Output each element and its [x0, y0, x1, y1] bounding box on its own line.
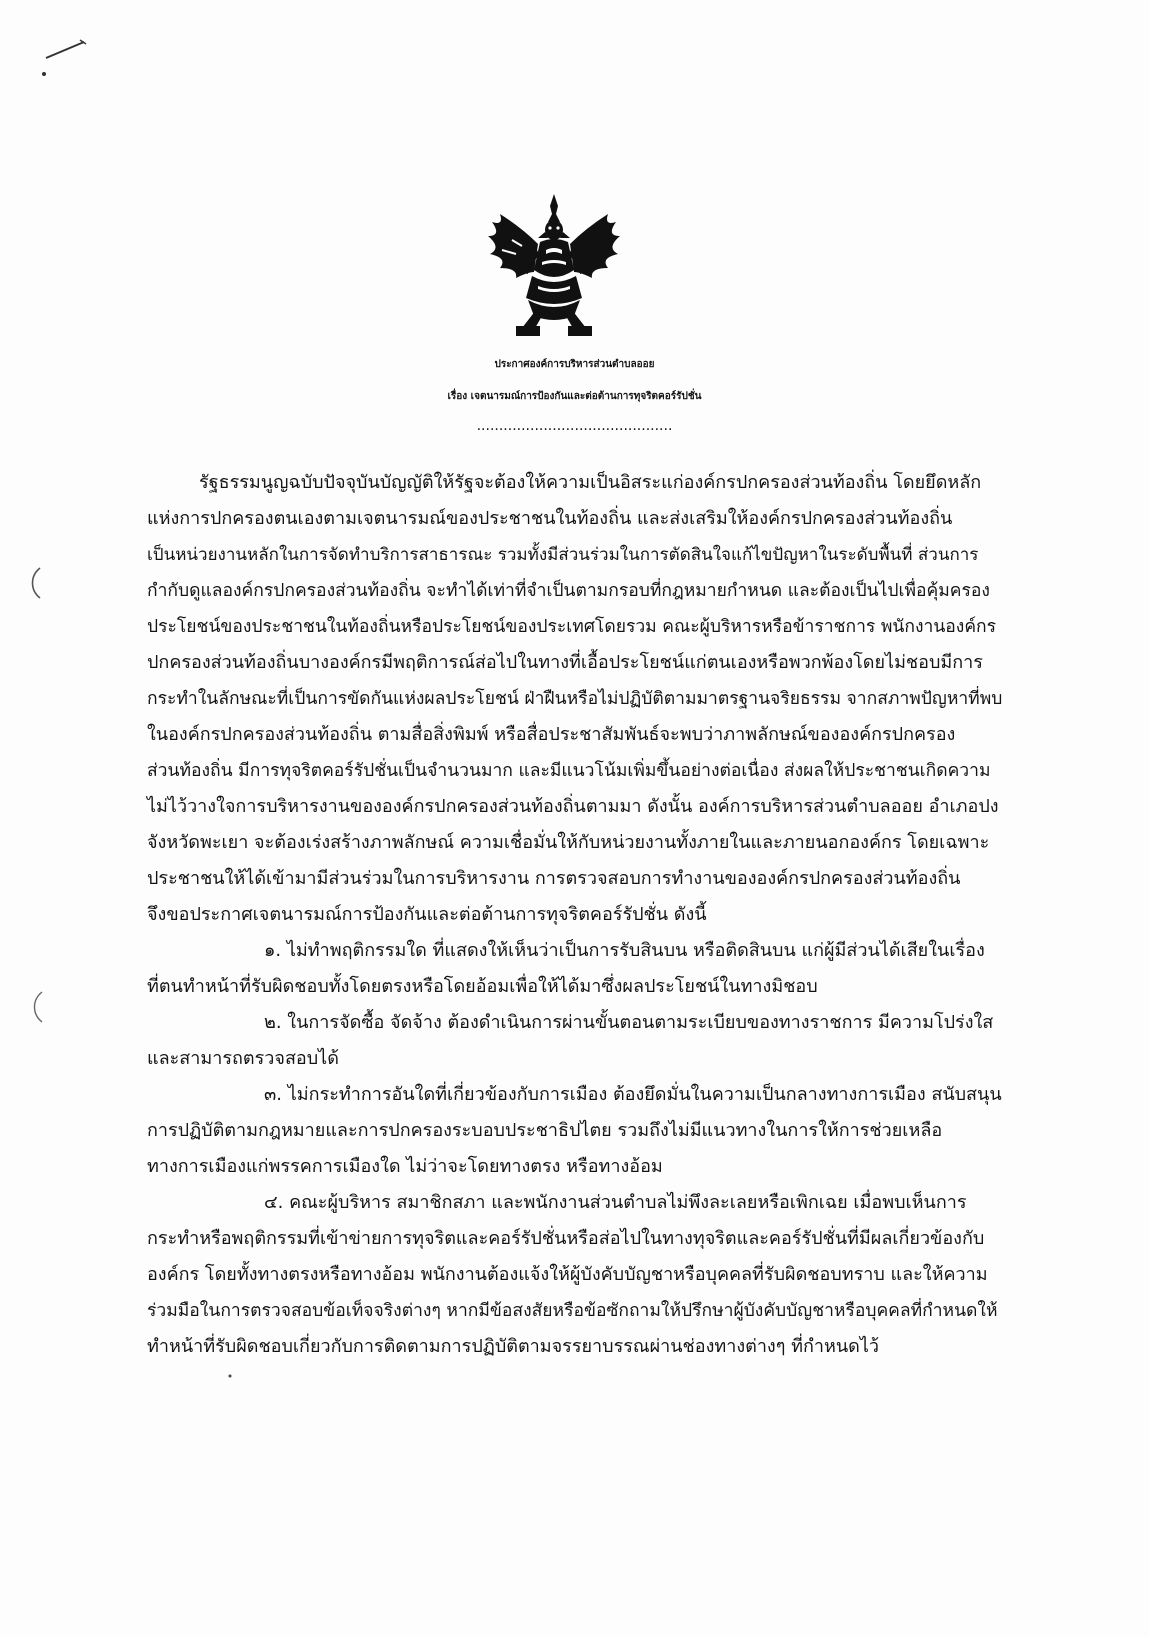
punch-hole-mark-upper — [26, 566, 46, 600]
pledge-item-4: ๔. คณะผู้บริหาร สมาชิกสภา และพนักงานส่วนตำบลไม่พึงละเลยหรือเพิกเฉย เมื่อพบเห็นการ — [264, 1192, 967, 1213]
pledge-item-4-continued: ทำหน้าที่รับผิดชอบเกี่ยวกับการติดตามการปฏิบัติตามจรรยาบรรณผ่านช่องทางต่างๆ ที่กำหนดไว้ — [147, 1336, 880, 1357]
intro-line: ในองค์กรปกครองส่วนท้องถิ่น ตามสื่อสิ่งพิมพ์ หรือสื่อประชาสัมพันธ์จะพบว่าภาพลักษณ์ขององค์กรปกครอง — [147, 724, 956, 745]
intro-line: จึงขอประกาศเจตนารมณ์การป้องกันและต่อต้านการทุจริตคอร์รัปชั่น ดังนี้ — [147, 904, 707, 925]
pledge-item-3: ๓. ไม่กระทำการอันใดที่เกี่ยวข้องกับการเมือง ต้องยึดมั่นในความเป็นกลางทางการเมือง สนับสนุน — [264, 1084, 1002, 1105]
pledge-item-2-continued: และสามารถตรวจสอบได้ — [147, 1048, 339, 1069]
punch-hole-mark-lower — [28, 990, 48, 1024]
intro-line: กำกับดูแลองค์กรปกครองส่วนท้องถิ่น จะทำได้เท่าที่จำเป็นตามกรอบที่กฎหมายกำหนด และต้องเป็นไปเพื่อคุ้มครอง — [147, 581, 990, 601]
announcement-subject: เรื่อง เจตนารมณ์การป้องกันและต่อต้านการทุจริตคอร์รัปชั่น — [447, 391, 702, 402]
intro-line: จังหวัดพะเยา จะต้องเร่งสร้างภาพลักษณ์ ความเชื่อมั่นให้กับหน่วยงานทั้งภายในและภายนอกองค์กร โดยเฉพาะ — [147, 832, 990, 853]
corner-pen-mark — [36, 36, 96, 86]
pledge-item-2: ๒. ในการจัดซื้อ จัดจ้าง ต้องดำเนินการผ่านขั้นตอนตามระเบียบของทางราชการ มีความโปร่งใส — [264, 1012, 994, 1033]
pledge-item-4-continued: องค์กร โดยทั้งทางตรงหรือทางอ้อม พนักงานต้องแจ้งให้ผู้บังคับบัญชาหรือบุคคลที่รับผิดชอบทราบ และให้ความ — [147, 1264, 988, 1285]
title-dotted-separator: ............................................ — [476, 418, 673, 434]
intro-line: เป็นหน่วยงานหลักในการจัดทำบริการสาธารณะ รวมทั้งมีส่วนร่วมในการตัดสินใจแก้ไขปัญหาในระดับพื้นที่ ส่วนการ — [147, 545, 979, 565]
intro-line: ประโยชน์ของประชาชนในท้องถิ่นหรือประโยชน์ของประเทศโดยรวม คณะผู้บริหารหรือข้าราชการ พนักงานองค์กร — [147, 617, 997, 637]
intro-line: ประชาชนให้ได้เข้ามามีส่วนร่วมในการบริหารงาน การตรวจสอบการทำงานขององค์กรปกครองส่วนท้องถิ่น — [147, 868, 961, 889]
pledge-item-1: ๑. ไม่ทำพฤติกรรมใด ที่แสดงให้เห็นว่าเป็นการรับสินบน หรือติดสินบน แก่ผู้มีส่วนได้เสียในเรื่อง — [264, 940, 985, 961]
intro-line: แห่งการปกครองตนเองตามเจตนารมณ์ของประชาชนในท้องถิ่น และส่งเสริมให้องค์กรปกครองส่วนท้องถิ่น — [147, 508, 953, 529]
intro-line: ส่วนท้องถิ่น มีการทุจริตคอร์รัปชั่นเป็นจำนวนมาก และมีแนวโน้มเพิ่มขึ้นอย่างต่อเนื่อง ส่งผลให้ประชาชนเกิดความ — [147, 761, 991, 781]
intro-line: รัฐธรรมนูญฉบับปัจจุบันบัญญัติให้รัฐจะต้องให้ความเป็นอิสระแก่องค์กรปกครองส่วนท้องถิ่น โดยยึดหลัก — [199, 472, 982, 493]
pledge-item-3-continued: การปฏิบัติตามกฎหมายและการปกครองระบอบประชาธิปไตย รวมถึงไม่มีแนวทางในการให้การช่วยเหลือ — [147, 1120, 943, 1141]
intro-line: ไม่ไว้วางใจการบริหารงานขององค์กรปกครองส่วนท้องถิ่นตามมา ดังนั้น องค์การบริหารส่วนตำบลออย อำเภอปง — [147, 796, 999, 817]
intro-line: กระทำในลักษณะที่เป็นการขัดกันแห่งผลประโยชน์ ฝ่าฝืนหรือไม่ปฏิบัติตามมาตรฐานจริยธรรม จากสภาพปัญหาที่พบ — [147, 689, 1003, 709]
garuda-emblem-icon — [482, 192, 626, 340]
intro-line: ปกครองส่วนท้องถิ่นบางองค์กรมีพฤติการณ์ส่อไปในทางที่เอื้อประโยชน์แก่ตนเองหรือพวกพ้องโดยไม่ชอบมีการ — [147, 652, 983, 673]
pledge-item-4-continued: กระทำหรือพฤติกรรมที่เข้าข่ายการทุจริตและคอร์รัปชั่นหรือส่อไปในทางทุจริตและคอร์รัปชั่นที่มีผลเกี่ยวข้องกับ — [147, 1228, 985, 1249]
pledge-item-4-continued: ร่วมมือในการตรวจสอบข้อเท็จจริงต่างๆ หากมีข้อสงสัยหรือข้อซักถามให้ปรึกษาผู้บังคับบัญชาหรือบุคคลที่กำหนดให้ — [147, 1301, 998, 1321]
announcement-title: ประกาศองค์การบริหารส่วนตำบลออย — [494, 359, 655, 370]
pledge-item-1-continued: ที่ตนทำหน้าที่รับผิดชอบทั้งโดยตรงหรือโดยอ้อมเพื่อให้ได้มาซึ่งผลประโยชน์ในทางมิชอบ — [147, 976, 818, 997]
stray-dot-mark — [226, 1372, 234, 1380]
pledge-item-3-continued: ทางการเมืองแก่พรรคการเมืองใด ไม่ว่าจะโดยทางตรง หรือทางอ้อม — [147, 1156, 663, 1177]
